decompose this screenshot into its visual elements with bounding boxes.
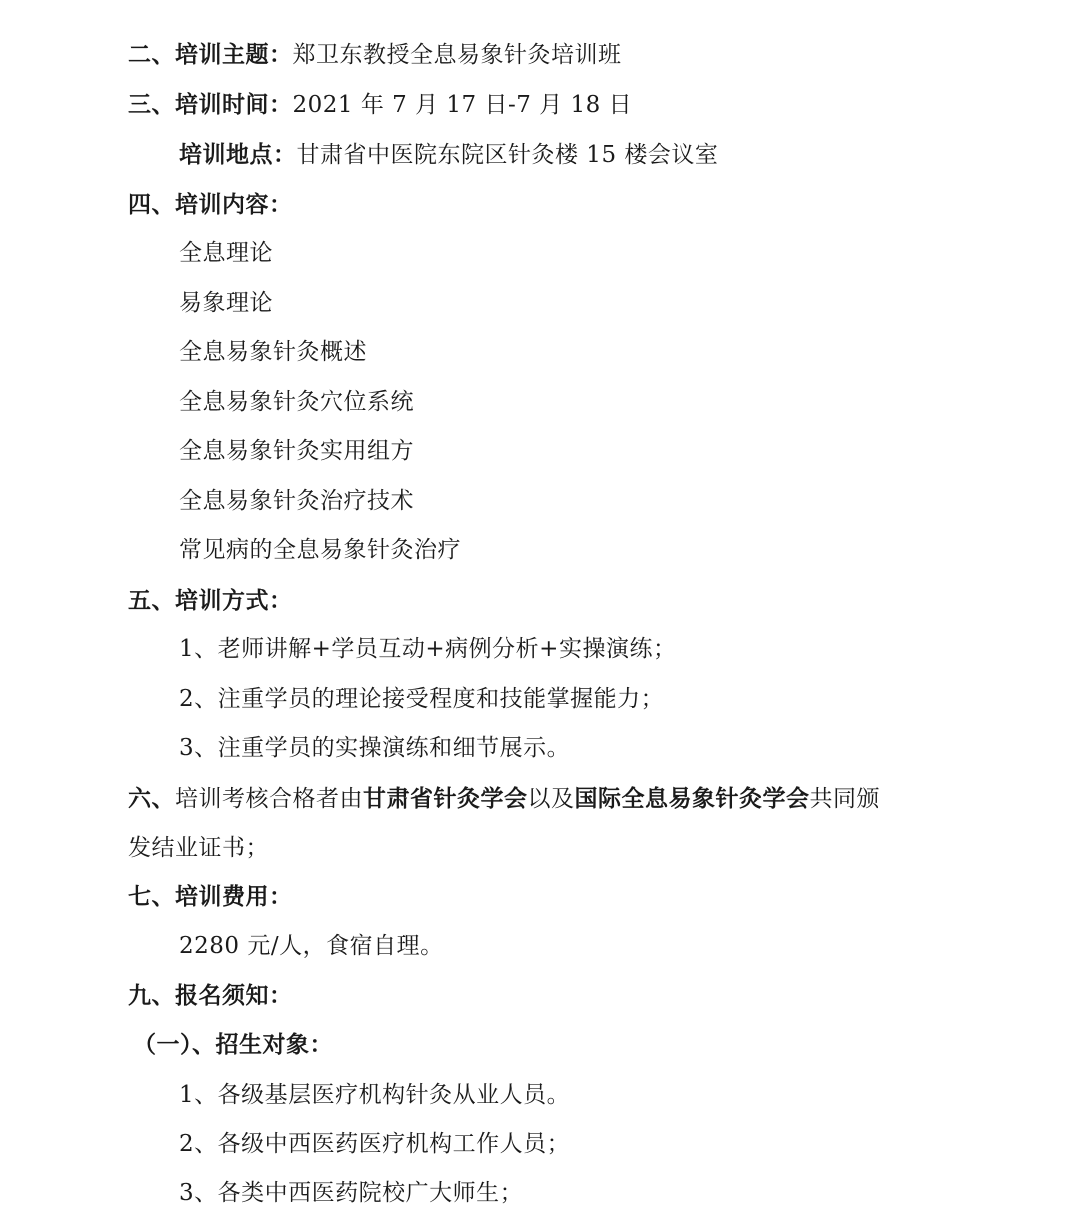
certificate-org: 甘肃省针灸学会 xyxy=(363,785,528,812)
time-value: 2021 年 7 月 17 日-7 月 18 日 xyxy=(292,92,633,118)
time-line xyxy=(128,90,632,120)
method-heading: 五、培训方式： xyxy=(128,587,293,614)
registration-item: 1、各级基层医疗机构针灸从业人员。 xyxy=(179,1082,571,1108)
topic-value: 郑卫东教授全息易象针灸培训班 xyxy=(292,42,622,68)
fee-value: 2280 元/人，食宿自理。 xyxy=(179,933,444,959)
content-item: 全息易象针灸概述 xyxy=(179,339,367,365)
location-line xyxy=(179,140,718,170)
content-item: 常见病的全息易象针灸治疗 xyxy=(179,537,461,563)
topic-label: 二、培训主题： xyxy=(128,41,293,68)
content-item: 全息理论 xyxy=(179,240,273,266)
registration-heading: 九、报名须知： xyxy=(128,982,293,1009)
location-label: 培训地点： xyxy=(179,141,297,168)
certificate-text: 培训考核合格者由 xyxy=(175,786,363,812)
fee-heading: 七、培训费用： xyxy=(128,883,293,910)
method-item: 1、老师讲解+学员互动+病例分析+实操演练； xyxy=(179,636,677,662)
registration-item: 2、各级中西医药医疗机构工作人员； xyxy=(179,1131,571,1157)
content-item: 易象理论 xyxy=(179,290,273,316)
content-item: 全息易象针灸治疗技术 xyxy=(179,488,414,514)
time-label: 三、培训时间： xyxy=(128,91,293,118)
certificate-org: 国际全息易象针灸学会 xyxy=(574,785,810,812)
certificate-text: 以及 xyxy=(527,786,575,812)
certificate-label: 六、 xyxy=(128,785,175,812)
content-heading: 四、培训内容： xyxy=(128,191,293,218)
method-item: 2、注重学员的理论接受程度和技能掌握能力； xyxy=(179,686,665,712)
content-item: 全息易象针灸实用组方 xyxy=(179,438,414,464)
certificate-text: 共同颁 xyxy=(809,786,880,812)
certificate-line-continued: 发结业证书； xyxy=(128,835,269,861)
topic-line xyxy=(128,40,622,70)
certificate-line xyxy=(128,784,880,814)
registration-subheading: （一）、招生对象： xyxy=(133,1031,333,1058)
location-value: 甘肃省中医院东院区针灸楼 15 楼会议室 xyxy=(296,142,719,168)
content-item: 全息易象针灸穴位系统 xyxy=(179,389,414,415)
method-item: 3、注重学员的实操演练和细节展示。 xyxy=(179,735,571,761)
registration-item: 3、各类中西医药院校广大师生； xyxy=(179,1180,524,1206)
